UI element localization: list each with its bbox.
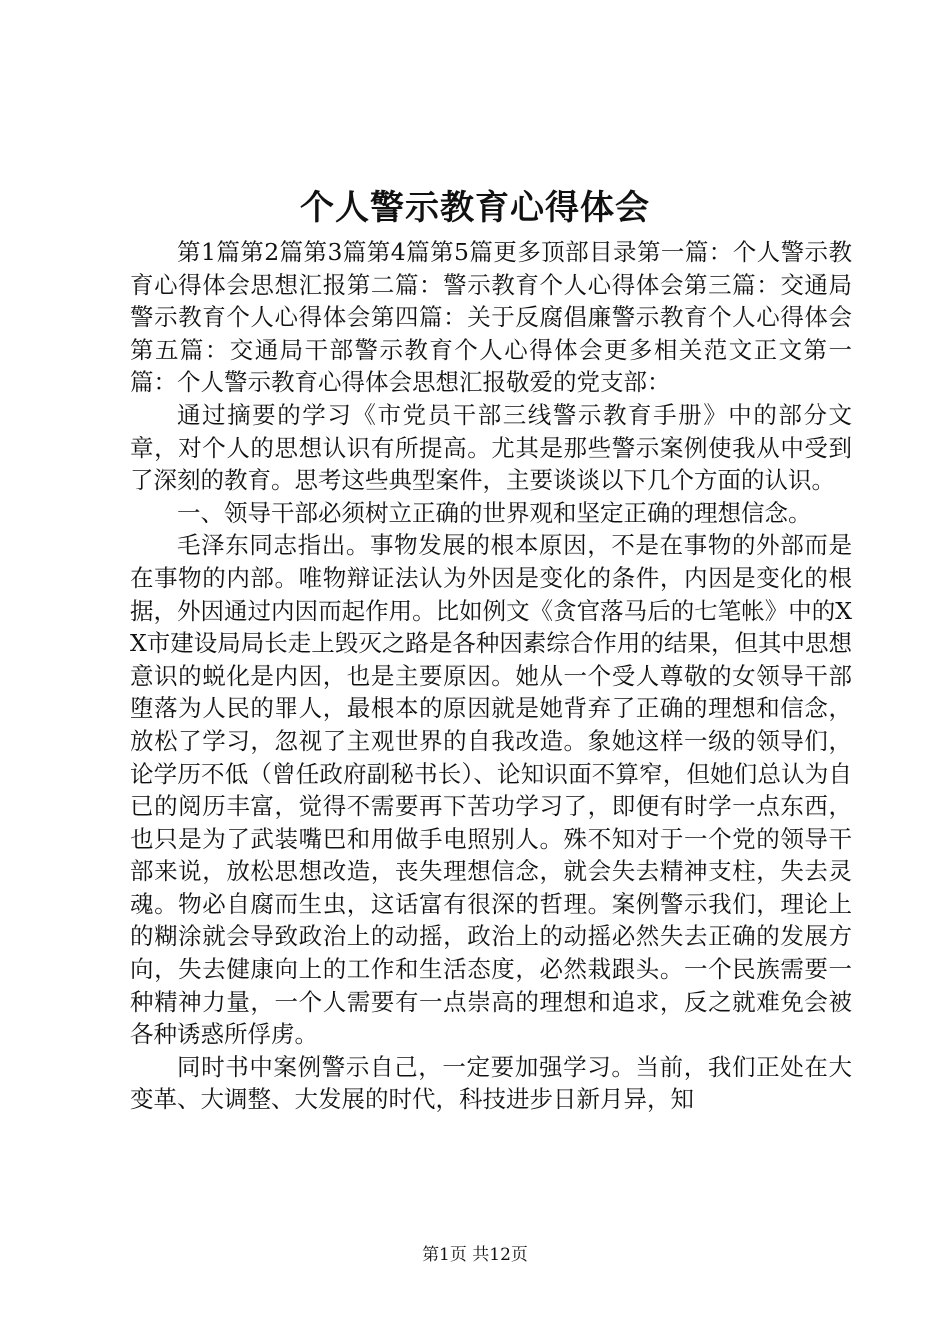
paragraph-heading-one: 一、领导干部必须树立正确的世界观和坚定正确的理想信念。 (177, 498, 812, 527)
paragraph-study-warning: 同时书中案例警示自己，一定要加强学习。当前，我们正处在大变革、大调整、大发展的时代，科技进步日新月异，知 (130, 1052, 852, 1114)
page-number-footer: 第1页 共12页 (422, 1245, 528, 1265)
document-title: 个人警示教育心得体会 (300, 188, 650, 228)
paragraph-table-of-contents: 第1篇第2篇第3篇第4篇第5篇更多顶部目录第一篇：个人警示教育心得体会思想汇报第二篇：警示教育个人心得体会第三篇：交通局警示教育个人心得体会第四篇：关于反腐倡廉警示教育个人心得体会第五篇：交通局干部警示教育个人心得体会更多相关范文正文第一篇：个人警示教育心得体会思想汇报敬爱的党支部： (130, 238, 852, 397)
paragraph-introduction: 通过摘要的学习《市党员干部三线警示教育手册》中的部分文章，对个人的思想认识有所提高。尤其是那些警示案例使我从中受到了深刻的教育。思考这些典型案件，主要谈谈以下几个方面的认识。 (130, 400, 852, 495)
document-body (130, 236, 852, 1116)
paragraph-analysis: 毛泽东同志指出。事物发展的根本原因，不是在事物的外部而是在事物的内部。唯物辩证法认为外因是变化的条件，内因是变化的根据，外因通过内因而起作用。比如例文《贪官落马后的七笔帐》中的XX市建设局局长走上毁灭之路是各种因素综合作用的结果，但其中思想意识的蜕化是内因，也是主要原因。她从一个受人尊敬的女领导干部堕落为人民的罪人，最根本的原因就是她背弃了正确的理想和信念，放松了学习，忽视了主观世界的自我改造。象她这样一级的领导们，论学历不低（曾任政府副秘书长）、论知识面不算窄，但她们总认为自已的阅历丰富，觉得不需要再下苦功学习了，即便有时学一点东西，也只是为了武装嘴巴和用做手电照别人。殊不知对于一个党的领导干部来说，放松思想改造，丧失理想信念，就会失去精神支柱，失去灵魂。物必自腐而生虫，这话富有很深的哲理。案例警示我们，理论上的糊涂就会导致政治上的动摇，政治上的动摇必然失去正确的发展方向，失去健康向上的工作和生活态度，必然栽跟头。一个民族需要一种精神力量，一个人需要有一点崇高的理想和追求，反之就难免会被各种诱惑所俘虏。 (130, 531, 852, 1049)
